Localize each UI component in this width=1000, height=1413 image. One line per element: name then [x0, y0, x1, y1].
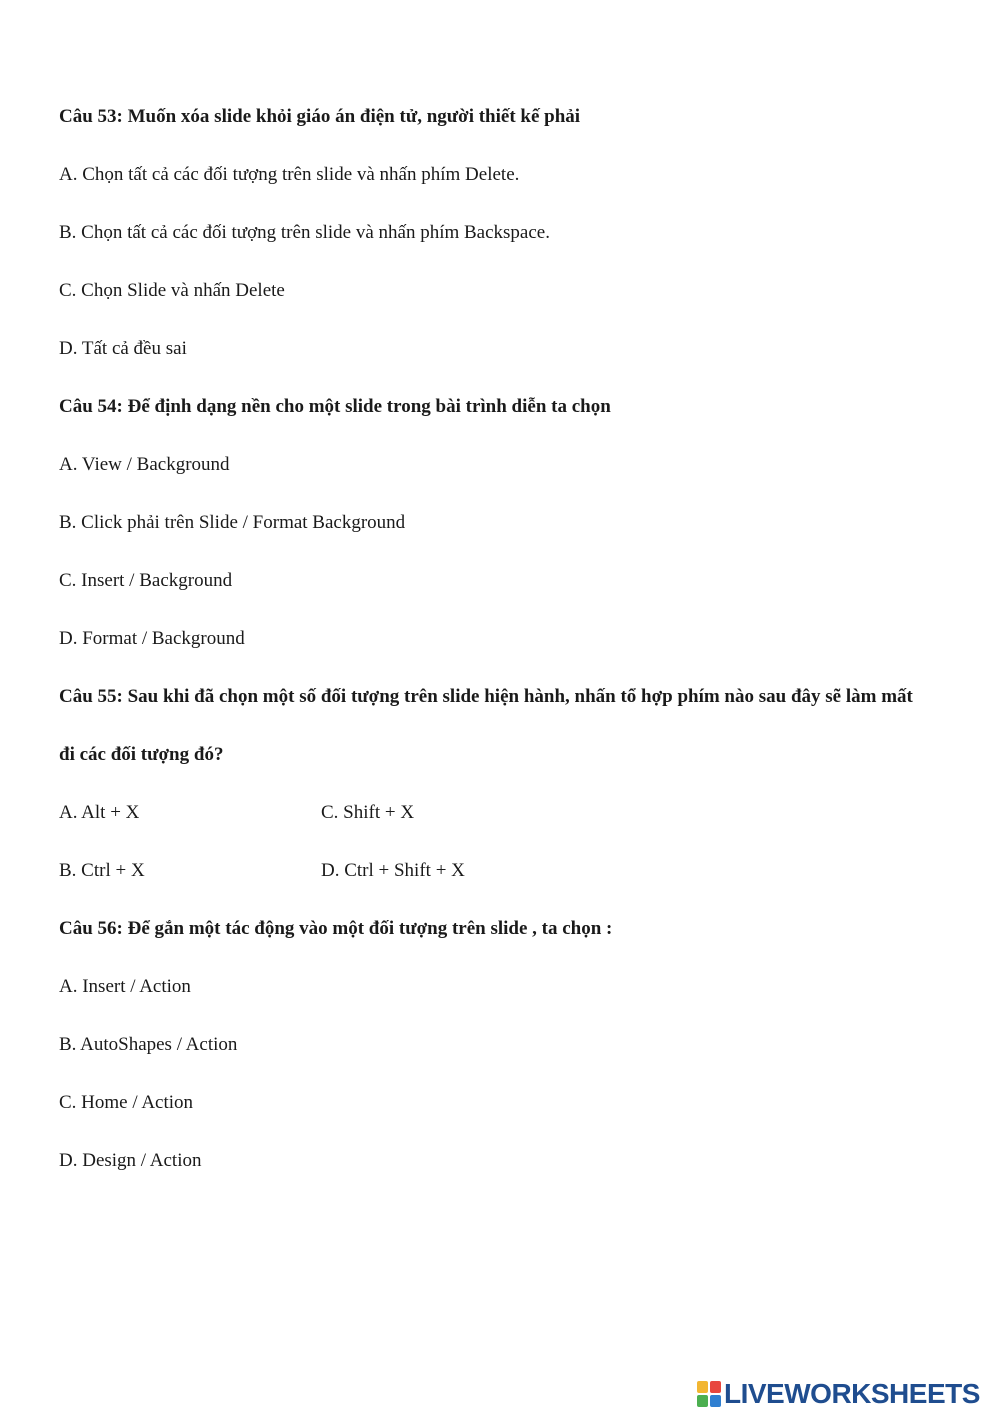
question-53-option-b: B. Chọn tất cả các đối tượng trên slide và nhấn phím Backspace.: [59, 222, 550, 243]
question-54-option-c: C. Insert / Background: [59, 570, 233, 591]
question-54-option-a: A. View / Background: [59, 454, 230, 475]
question-56-option-c: C. Home / Action: [59, 1092, 194, 1113]
question-54-option-b: B. Click phải trên Slide / Format Background: [59, 512, 406, 533]
liveworksheets-brand-text: LIVEWORKSHEETS: [724, 1378, 980, 1409]
question-55-title-line1: Câu 55: Sau khi đã chọn một số đối tượng trên slide hiện hành, nhấn tổ hợp phím nào sau đây sẽ làm mất: [59, 686, 913, 707]
liveworksheets-logo-icon: [697, 1381, 721, 1407]
logo-square: [710, 1395, 721, 1407]
question-55-title-line2: đi các đối tượng đó?: [59, 744, 224, 765]
logo-square: [697, 1381, 708, 1393]
question-55-option-d: D. Ctrl + Shift + X: [321, 860, 465, 881]
logo-square: [697, 1395, 708, 1407]
question-56-title: Câu 56: Để gắn một tác động vào một đối tượng trên slide , ta chọn :: [59, 918, 613, 939]
question-56-option-b: B. AutoShapes / Action: [59, 1034, 238, 1055]
question-55-option-a: A. Alt + X: [59, 802, 140, 823]
question-54-title: Câu 54: Để định dạng nền cho một slide trong bài trình diễn ta chọn: [59, 396, 611, 417]
question-53-title: Câu 53: Muốn xóa slide khỏi giáo án điện tử, người thiết kế phải: [59, 106, 581, 127]
question-54-option-d: D. Format / Background: [59, 628, 245, 649]
question-53-option-a: A. Chọn tất cả các đối tượng trên slide và nhấn phím Delete.: [59, 164, 520, 185]
question-56-option-d: D. Design / Action: [59, 1150, 202, 1171]
logo-square: [710, 1381, 721, 1393]
question-53-option-d: D. Tất cả đều sai: [59, 338, 187, 359]
liveworksheets-watermark: [697, 1379, 980, 1409]
question-55-option-c: C. Shift + X: [321, 802, 415, 823]
question-56-option-a: A. Insert / Action: [59, 976, 191, 997]
question-55-option-b: B. Ctrl + X: [59, 860, 145, 881]
question-53-option-c: C. Chọn Slide và nhấn Delete: [59, 280, 285, 301]
